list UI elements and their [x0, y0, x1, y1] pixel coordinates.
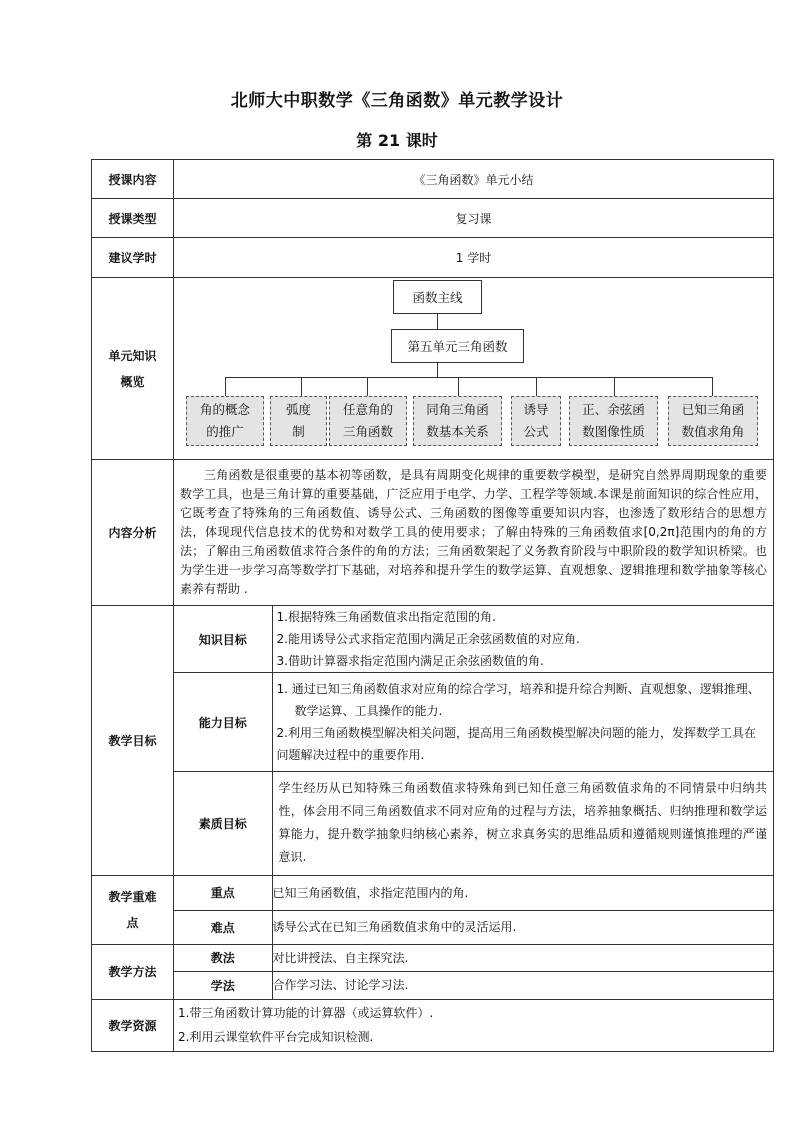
key-point-text: 已知三角函数值，求指定范围内的角. [272, 876, 773, 911]
diagram-leaf-any-angle-trig: 任意角的 三角函数 [329, 396, 407, 446]
content-label: 授课内容 [92, 160, 174, 199]
lesson-plan-table [91, 159, 774, 1052]
diagram-unit-box: 第五单元三角函数 [391, 329, 524, 363]
row-goals [92, 606, 774, 876]
goals-subtable [174, 606, 773, 875]
overview-label-line2: 概览 [120, 374, 145, 389]
diagram-connector [536, 377, 537, 396]
row-type [92, 199, 774, 238]
diagram-leaf-sin-cos-graph: 正、余弦函 数图像性质 [569, 396, 658, 446]
ability-goal-items [272, 673, 773, 772]
difficulty-text: 诱导公式在已知三角函数值求角中的灵活运用. [272, 911, 773, 944]
diagram-connector [458, 377, 459, 396]
diagram-connector [437, 313, 438, 329]
learning-method-text: 合作学习法、讨论学习法. [272, 972, 773, 999]
goal-literacy-row [174, 772, 773, 875]
diagram-connector [225, 377, 226, 396]
diagram-connector [437, 362, 438, 377]
literacy-goal-cell [272, 772, 773, 875]
diagram-leaf-angle-concept: 角的概念 的推广 [186, 396, 264, 446]
knowledge-goal-item: 3.借助计算器求指定范围内满足正余弦函数值的角. [276, 654, 544, 668]
row-hours [92, 238, 774, 278]
methods-subtable [174, 945, 773, 999]
type-value: 复习课 [174, 199, 774, 238]
resource-item: 1.带三角函数计算功能的计算器（或运算软件）. [178, 1006, 434, 1020]
analysis-label: 内容分析 [92, 460, 174, 606]
knowledge-goal-label: 知识目标 [174, 606, 272, 673]
row-methods [92, 944, 774, 999]
resources-cell [174, 999, 774, 1051]
overview-label [92, 278, 174, 460]
goals-label: 教学目标 [92, 606, 174, 876]
literacy-goal-label: 素质目标 [174, 772, 272, 875]
row-resources [92, 999, 774, 1051]
diagram-leaf-value-to-angle: 已知三角函 数值求角角 [668, 396, 758, 446]
ability-goal-item: 2.利用三角函数模型解决相关问题，提高用三角函数模型解决问题的能力，发挥数学工具在问题解决过程中的重要作用. [276, 726, 756, 762]
keypoints-subtable [174, 876, 773, 944]
knowledge-goal-item: 1.根据特殊三角函数值求出指定范围的角. [276, 610, 496, 624]
difficulty-label: 难点 [174, 911, 272, 944]
overview-label-line1: 单元知识 [108, 348, 157, 363]
methods-cell [174, 944, 774, 999]
teaching-method-label: 教法 [174, 945, 272, 972]
diagram-leaf-induction-formula: 诱导 公式 [511, 396, 561, 446]
knowledge-goal-items [272, 606, 773, 673]
content-value: 《三角函数》单元小结 [174, 160, 774, 199]
key-point-label: 重点 [174, 876, 272, 911]
row-analysis [92, 460, 774, 606]
keypoints-cell [174, 875, 774, 944]
row-overview [92, 278, 774, 460]
methods-label: 教学方法 [92, 944, 174, 999]
diagram-connector [614, 377, 615, 396]
type-label: 授课类型 [92, 199, 174, 238]
row-keypoints [92, 875, 774, 944]
ability-goal-label: 能力目标 [174, 673, 272, 772]
resources-label: 教学资源 [92, 999, 174, 1051]
diagram-connector [301, 377, 302, 396]
row-content [92, 160, 774, 199]
hours-value: 1 学时 [174, 238, 774, 278]
learning-method-label: 学法 [174, 972, 272, 999]
diagram-root-box: 函数主线 [393, 280, 482, 314]
keypoints-label [92, 875, 174, 944]
diagram-connector [712, 377, 713, 396]
keypoints-label-line1: 教学重难 [108, 889, 157, 904]
overview-diagram-cell [174, 278, 774, 460]
analysis-text: 三角函数是很重要的基本初等函数，是具有周期变化规律的重要数学模型，是研究自然界周期现象的重要数学工具，也是三角计算的重要基础，广泛应用于电学、力学、工程学等领域.本课是前面知识的综合性应用，它既考查了特殊角的三角函数值、诱导公式、三角函数的图像等重要知识内容，也渗透了数形结合的思想方法，体现现代信息技术的优势和对数学工具的使用要求；了解由特殊的三角函数值求[0,2π]范围内的角的方法；了解由三角函数值求符合条件的角的方法；三角函数架起了义务教育阶段与中职阶段的数学知识桥梁。也为学生进一步学习高等数学打下基础，对培养和提升学生的数学运算、直观想象、逻辑推理和数学抽象等核心素养有帮助 . [180, 468, 767, 596]
resource-item: 2.利用云课堂软件平台完成知识检测. [178, 1030, 374, 1044]
teaching-method-text: 对比讲授法、自主探究法. [272, 945, 773, 972]
diagram-bus [225, 377, 713, 378]
diagram-leaf-same-angle-relations: 同角三角函 数基本关系 [413, 396, 502, 446]
lesson-number: 第 21 课时 [356, 131, 438, 150]
hours-label: 建议学时 [92, 238, 174, 278]
goal-ability-row [174, 673, 773, 772]
diagram-leaf-radian: 弧度 制 [270, 396, 327, 446]
knowledge-goal-item: 2.能用诱导公式求指定范围内满足正余弦函数值的对应角. [276, 632, 580, 646]
ability-goal-item: 1. 通过已知三角函数值求对应角的综合学习，培养和提升综合判断、直观想象、逻辑推理、数学运算、工具操作的能力. [276, 682, 760, 718]
document-title: 北师大中职数学《三角函数》单元教学设计 [230, 91, 564, 111]
analysis-cell [174, 460, 774, 606]
knowledge-diagram [174, 278, 773, 459]
goal-knowledge-row [174, 606, 773, 673]
keypoints-label-line2: 点 [126, 915, 139, 930]
goals-cell [174, 606, 774, 876]
literacy-goal-text: 学生经历从已知特殊三角函数值求特殊角到已知任意三角函数值求角的不同情景中归纳共性，体会用不同三角函数值求不同对应角的过程与方法，培养抽象概括、归纳推理和数学运算能力，提升数学抽象归纳核心素养，树立求真务实的思维品质和遵循规则谨慎推理的严谨意识. [278, 781, 767, 865]
diagram-connector [367, 377, 368, 396]
